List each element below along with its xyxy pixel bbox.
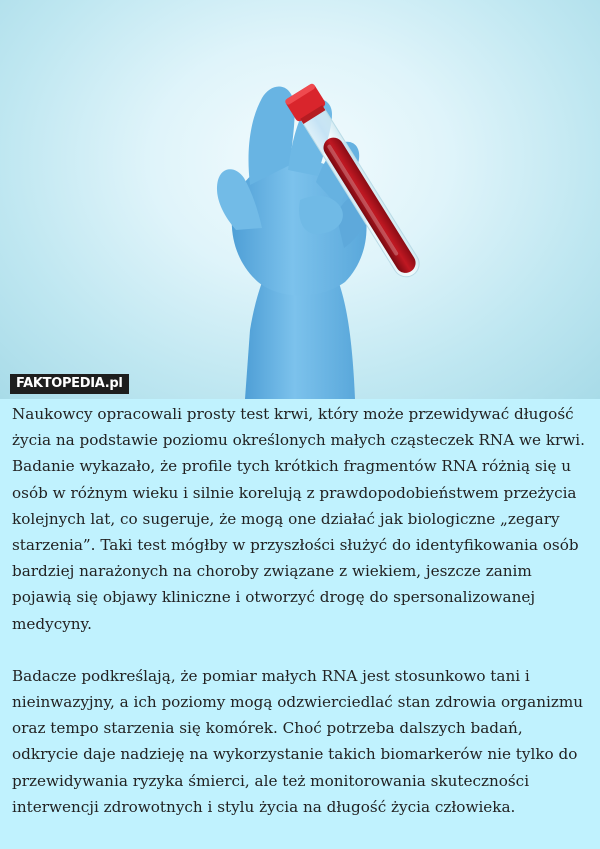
- article-body: [0, 399, 600, 820]
- gloved-hand-test-tube-icon: [0, 0, 600, 399]
- article-paragraph: Naukowcy opracowali prosty test krwi, który może przewidywać długość życia na podstawie poziomu określonych małych cząsteczek RNA we krwi. Badanie wykazało, że profile tych krótkich fragmentów RNA różnią się u osób w różnym wieku i silnie korelują z prawdopodobieństwem przeżycia kolejnych lat, co sugeruje, że mogą one działać jak biologiczne „zegary starzenia”. Taki test mógłby w przyszłości służyć do identyfikowania osób bardziej narażonych na choroby związane z wiekiem, jeszcze zanim pojawią się objawy kliniczne i otworzyć drogę do spersonalizowanej medycyny.: [12, 405, 585, 633]
- article-photo: [0, 0, 600, 399]
- article-paragraph: Badacze podkreślają, że pomiar małych RNA jest stosunkowo tani i nieinwazyjny, a ich poziomy mogą odzwierciedlać stan zdrowia organizmu oraz tempo starzenia się komórek. Choć potrzeba dalszych badań, odkrycie daje nadzieję na wykorzystanie takich biomarkerów nie tylko do przewidywania ryzyka śmierci, ale też monitorowania skuteczności interwencji zdrowotnych i stylu życia na długość życia człowieka.: [12, 666, 584, 816]
- watermark-logo: FAKTOPEDIA.pl: [10, 374, 129, 394]
